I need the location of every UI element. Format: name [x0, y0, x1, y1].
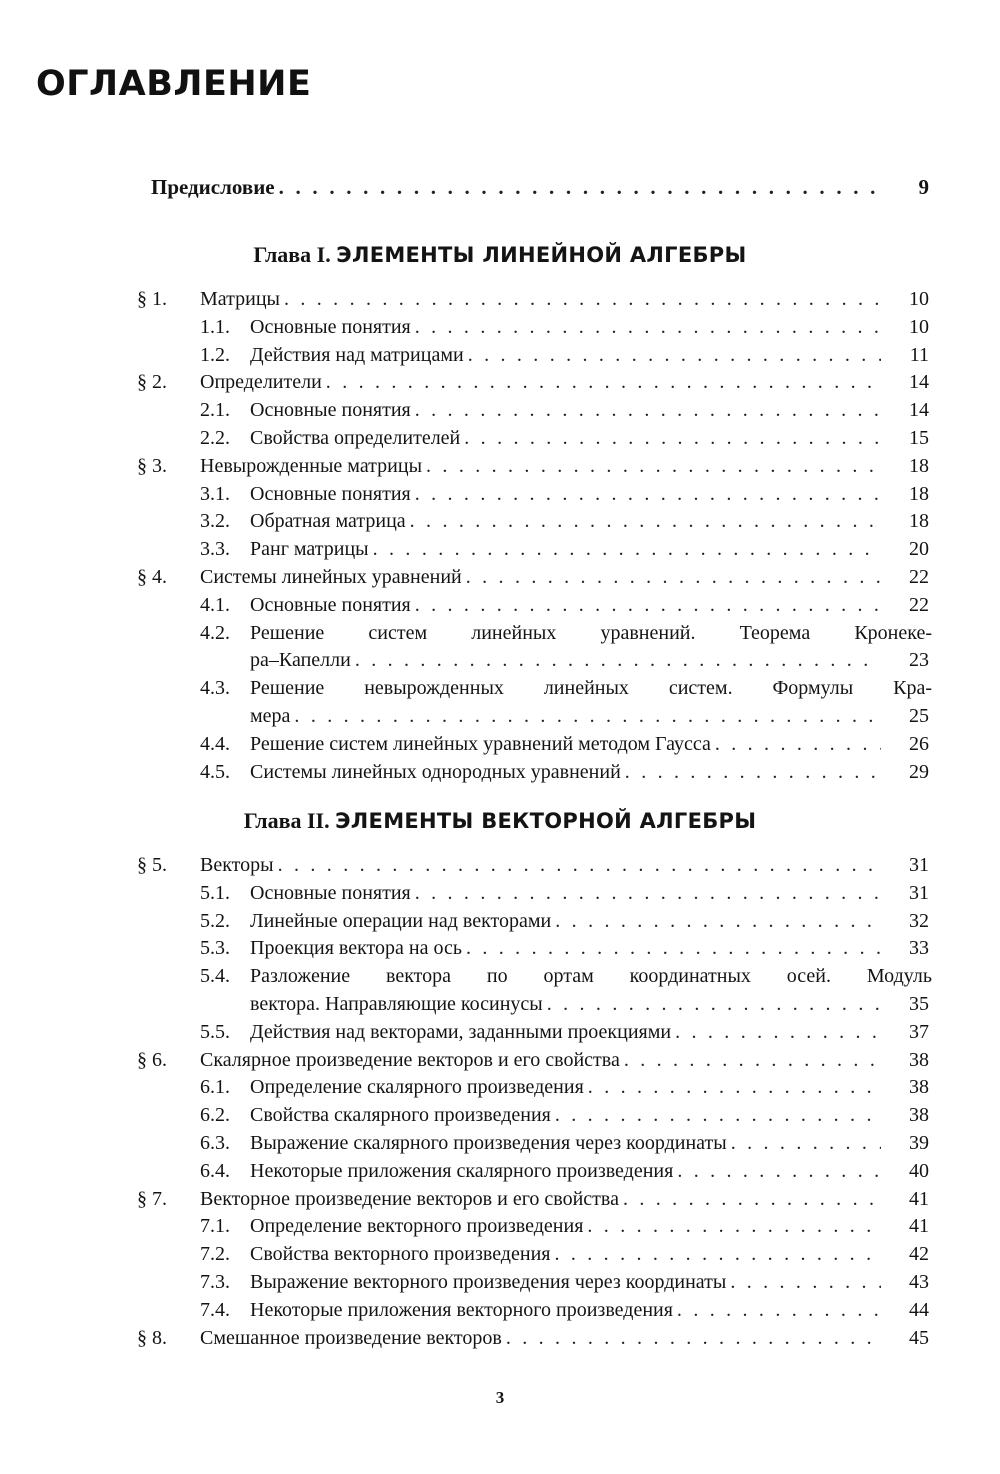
toc-entry-title: Разложение вектора по ортам координатных осей. Модуль	[250, 965, 932, 988]
toc-entry-number: § 5.	[137, 854, 167, 876]
toc-subsection	[0, 1241, 1000, 1269]
toc-subsection	[0, 425, 1000, 453]
toc-entry-title-cont: мера	[250, 704, 291, 727]
toc-entry-title: Определение скалярного произведения	[250, 1076, 584, 1099]
toc-entry-title: Свойства векторного произведения	[250, 1243, 551, 1266]
toc-entry-title: Основные понятия	[250, 399, 411, 422]
toc-entry-page: 31	[909, 854, 929, 876]
toc-entry-page: 37	[909, 1020, 929, 1043]
chapter-heading-2	[0, 808, 1000, 834]
toc-entry-number: § 3.	[137, 454, 167, 477]
toc-entry-number: § 6.	[137, 1048, 167, 1071]
toc-entry-number: 4.1.	[200, 593, 230, 616]
chapter-2-entries	[0, 852, 1000, 1352]
toc-entry-number: 7.1.	[200, 1215, 230, 1238]
toc-entry-number: 1.2.	[200, 343, 230, 366]
toc-section	[0, 1186, 1000, 1214]
toc-entry-title: Некоторые приложения векторного произведения	[250, 1298, 673, 1321]
dot-leader	[415, 592, 881, 620]
dot-leader	[587, 1213, 881, 1241]
toc-entry-page: 22	[909, 565, 929, 588]
toc-entry-title-cont: ра–Капелли	[250, 649, 351, 672]
dot-leader	[284, 286, 881, 314]
toc-subsection	[0, 1019, 1000, 1047]
toc-entry-title: Решение систем линейных уравнений. Теорема Кронеке-	[250, 621, 932, 644]
toc-entry-number: 2.2.	[200, 426, 230, 449]
toc-entry-number: § 7.	[137, 1187, 167, 1210]
toc-entry-title: Обратная матрица	[250, 510, 406, 533]
chapter-name: ЭЛЕМЕНТЫ ВЕКТОРНОЙ АЛГЕБРЫ	[335, 809, 757, 833]
dot-leader	[675, 1019, 881, 1047]
toc-entry-page: 15	[909, 426, 929, 449]
toc-entry-number: 5.4.	[200, 965, 230, 988]
toc-subsection	[0, 620, 1000, 648]
toc-entry-page: 38	[909, 1076, 929, 1099]
toc-entry-title: Векторное произведение векторов и его свойства	[200, 1187, 619, 1210]
toc-subsection	[0, 1102, 1000, 1130]
toc-entry-title: Действия над векторами, заданными проекциями	[250, 1020, 672, 1043]
dot-leader	[624, 1047, 881, 1075]
chapter-name: ЭЛЕМЕНТЫ ЛИНЕЙНОЙ АЛГЕБРЫ	[336, 243, 747, 267]
toc-entry-number: 4.5.	[200, 760, 230, 783]
toc-entry-page: 14	[909, 399, 929, 422]
toc-entry-title: Ранг матрицы	[250, 538, 369, 561]
toc-entry-page: 18	[909, 510, 929, 533]
toc-entry-title: Проекция вектора на ось	[250, 937, 462, 960]
toc-entry-number: 1.1.	[200, 315, 230, 338]
toc-entry-title: Свойства скалярного произведения	[250, 1104, 551, 1127]
dot-leader	[466, 564, 881, 592]
toc-entry-page: 35	[909, 992, 929, 1015]
toc-entry-page: 10	[909, 288, 929, 310]
toc-entry-number: 3.3.	[200, 538, 230, 561]
toc-entry-page: 14	[909, 371, 929, 394]
dot-leader	[415, 481, 881, 509]
toc-entry-number: 6.4.	[200, 1159, 230, 1182]
toc-subsection	[0, 731, 1000, 759]
toc-entry-page: 18	[909, 454, 929, 477]
chapter-label: Глава II.	[243, 808, 330, 833]
toc-entry-number: 5.5.	[200, 1020, 230, 1043]
toc-entry-number: § 4.	[137, 565, 167, 588]
toc-entry-page: 22	[909, 593, 929, 616]
toc-entry-page: 25	[909, 704, 929, 727]
dot-leader	[506, 1325, 881, 1353]
toc-subsection	[0, 536, 1000, 564]
toc-subsection	[0, 963, 1000, 991]
toc-entry-title-cont: вектора. Направляющие косинусы	[250, 992, 543, 1015]
dot-leader	[373, 536, 881, 564]
toc-entry-page: 41	[909, 1215, 929, 1238]
toc-entry-page: 42	[909, 1243, 929, 1266]
toc-section	[0, 369, 1000, 397]
toc-section	[0, 564, 1000, 592]
toc-entry-title: Свойства определителей	[250, 426, 461, 449]
toc-subsection	[0, 1213, 1000, 1241]
dot-leader	[547, 991, 881, 1019]
toc-entry-title: Основные понятия	[250, 593, 411, 616]
dot-leader	[466, 935, 881, 963]
dot-leader	[326, 369, 881, 397]
toc-entry-title: Некоторые приложения скалярного произведения	[250, 1159, 674, 1182]
toc-entry-number: 4.2.	[200, 621, 230, 644]
toc-entry-page: 31	[909, 881, 929, 904]
toc-entry-number: § 1.	[137, 288, 167, 310]
toc-section	[0, 286, 1000, 314]
toc-entry-number: § 2.	[137, 371, 167, 394]
toc-entry-title: Векторы	[200, 854, 274, 876]
toc-entry-number: 6.1.	[200, 1076, 230, 1099]
dot-leader	[730, 1269, 881, 1297]
toc-subsection	[0, 880, 1000, 908]
dot-leader	[468, 342, 881, 370]
toc-subsection	[0, 1158, 1000, 1186]
toc-entry-page: 10	[909, 315, 929, 338]
chapter-heading-1	[0, 242, 1000, 268]
toc-entry-page: 38	[909, 1048, 929, 1071]
page-title: ОГЛАВЛЕНИЕ	[36, 64, 312, 104]
toc-subsection	[0, 342, 1000, 370]
toc-entry-number: 4.4.	[200, 732, 230, 755]
dot-leader	[426, 453, 881, 481]
toc-entry-title: Действия над матрицами	[250, 343, 464, 366]
toc-entry-number: 3.1.	[200, 482, 230, 505]
toc-subsection	[0, 675, 1000, 703]
toc-entry-title: Невырожденные матрицы	[200, 454, 423, 477]
toc-entry-page: 23	[909, 649, 929, 672]
toc-entry-number: § 8.	[137, 1326, 167, 1349]
toc-subsection	[0, 481, 1000, 509]
toc-entry-number: 7.3.	[200, 1270, 230, 1293]
dot-leader	[588, 1074, 881, 1102]
toc-entry-continuation	[0, 647, 1000, 675]
toc-entry-page: 18	[909, 482, 929, 505]
toc-entry-title: Матрицы	[200, 288, 280, 310]
toc-subsection	[0, 592, 1000, 620]
toc-entry-number: 6.3.	[200, 1131, 230, 1154]
toc-entry-title: Основные понятия	[250, 315, 411, 338]
dot-leader	[279, 175, 885, 200]
toc-entry-title: Скалярное произведение векторов и его свойства	[200, 1048, 620, 1071]
dot-leader	[554, 1241, 881, 1269]
dot-leader	[278, 852, 881, 880]
toc-section	[0, 1047, 1000, 1075]
toc-entry-page: 41	[909, 1187, 929, 1210]
dot-leader	[415, 397, 881, 425]
chapter-label: Глава I.	[253, 242, 331, 267]
toc-entry-number: 5.1.	[200, 881, 230, 904]
toc-entry-number: 6.2.	[200, 1104, 230, 1127]
toc-entry-page: 9	[918, 175, 929, 199]
toc-entry-number: 5.3.	[200, 937, 230, 960]
dot-leader	[731, 1130, 881, 1158]
toc-subsection	[0, 908, 1000, 936]
toc-entry-title: Смешанное произведение векторов	[200, 1326, 502, 1349]
toc-entry-continuation	[0, 991, 1000, 1019]
chapter-1-entries	[0, 286, 1000, 786]
toc-section	[0, 453, 1000, 481]
dot-leader	[415, 880, 881, 908]
toc-entry-title: Решение невырожденных линейных систем. Формулы Кра-	[250, 677, 932, 700]
toc-entry-page: 33	[909, 937, 929, 960]
toc-entry-title: Предисловие	[151, 175, 275, 199]
toc-entry-title: Выражение векторного произведения через координаты	[250, 1270, 727, 1293]
toc-entry-number: 4.3.	[200, 677, 230, 700]
toc-section	[0, 1325, 1000, 1353]
toc-entry-page: 40	[909, 1159, 929, 1182]
toc-entry-page: 44	[909, 1298, 929, 1321]
toc-entry-number: 2.1.	[200, 399, 230, 422]
dot-leader	[355, 647, 881, 675]
toc-entry-title: Выражение скалярного произведения через координаты	[250, 1131, 727, 1154]
toc-entry-page: 26	[909, 732, 929, 755]
toc-subsection	[0, 314, 1000, 342]
dot-leader	[294, 703, 881, 731]
toc-entry-number: 7.4.	[200, 1298, 230, 1321]
toc-entry-page: 29	[909, 760, 929, 783]
toc-entry-title: Решение систем линейных уравнений методом Гаусса	[250, 732, 711, 755]
toc-entry-page: 39	[909, 1131, 929, 1154]
toc-subsection	[0, 935, 1000, 963]
toc-subsection	[0, 1130, 1000, 1158]
toc-subsection	[0, 397, 1000, 425]
toc-entry-number: 5.2.	[200, 909, 230, 932]
toc-section	[0, 852, 1000, 880]
toc-entry-page: 20	[909, 538, 929, 561]
toc-entry-number: 7.2.	[200, 1243, 230, 1266]
dot-leader	[464, 425, 881, 453]
dot-leader	[677, 1297, 881, 1325]
toc-subsection	[0, 759, 1000, 787]
dot-leader	[555, 908, 881, 936]
page-number: 3	[495, 1388, 505, 1407]
toc-entry-page: 45	[909, 1326, 929, 1349]
dot-leader	[555, 1102, 881, 1130]
toc-entry-title: Системы линейных однородных уравнений	[250, 760, 621, 783]
toc-entry-title: Основные понятия	[250, 881, 411, 904]
toc-entry-title: Системы линейных уравнений	[200, 565, 462, 588]
toc-subsection	[0, 1074, 1000, 1102]
toc-subsection	[0, 508, 1000, 536]
toc-entry-title: Основные понятия	[250, 482, 411, 505]
dot-leader	[715, 731, 881, 759]
toc-entry-page: 11	[909, 343, 929, 366]
toc-entry-number: 3.2.	[200, 510, 230, 533]
dot-leader	[623, 1186, 881, 1214]
toc-entry-title: Линейные операции над векторами	[250, 909, 552, 932]
dot-leader	[625, 759, 881, 787]
dot-leader	[415, 314, 881, 342]
toc-subsection	[0, 1269, 1000, 1297]
toc-entry-page: 38	[909, 1104, 929, 1127]
toc-entry-title: Определители	[200, 371, 322, 394]
toc-entry-title: Определение векторного произведения	[250, 1215, 584, 1238]
toc-entry-page: 32	[909, 909, 929, 932]
dot-leader	[677, 1158, 881, 1186]
toc-entry-continuation	[0, 703, 1000, 731]
toc-entry-preface	[151, 175, 929, 203]
toc-entry-page: 43	[909, 1270, 929, 1293]
toc-subsection	[0, 1297, 1000, 1325]
dot-leader	[410, 508, 881, 536]
